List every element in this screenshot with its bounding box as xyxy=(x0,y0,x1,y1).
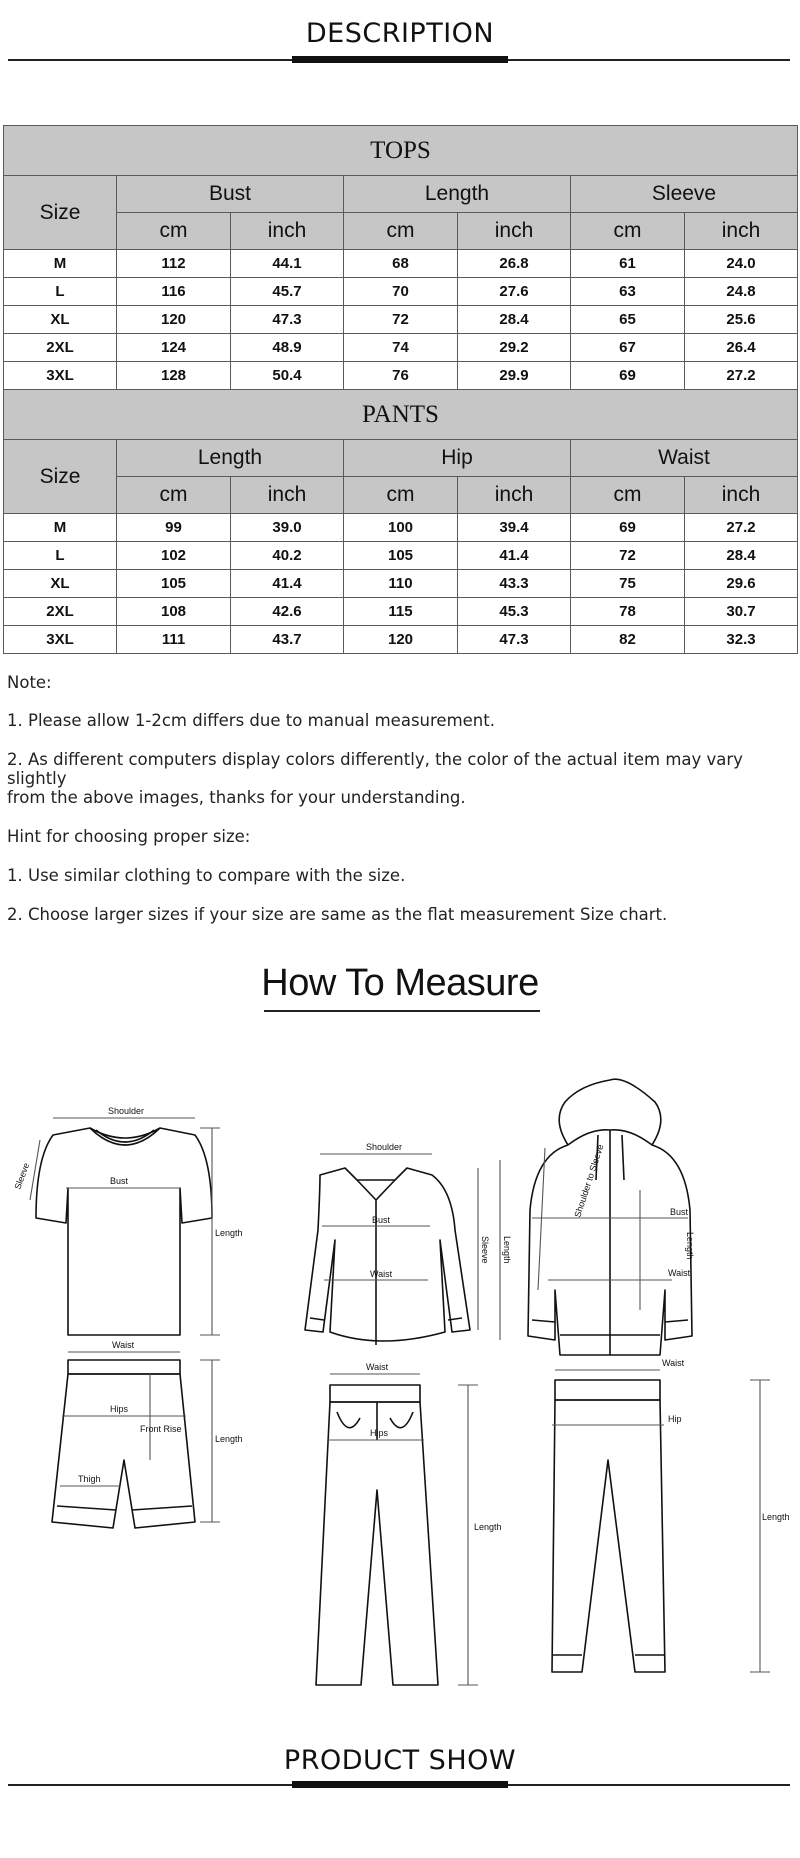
table-cell: 24.8 xyxy=(685,278,798,306)
table-row xyxy=(4,514,798,542)
table-cell: 116 xyxy=(117,278,231,306)
tshirt-bust-label: Bust xyxy=(110,1176,129,1186)
table-row xyxy=(4,626,798,654)
table-cell: 3XL xyxy=(4,362,117,390)
table-row xyxy=(4,334,798,362)
tops-unit: inch xyxy=(458,213,571,250)
table-cell: 124 xyxy=(117,334,231,362)
table-cell: 48.9 xyxy=(231,334,344,362)
hoodie-shoulder-to-sleeve-label: Shoulder to Sleeve xyxy=(572,1143,606,1219)
table-cell: 41.4 xyxy=(458,542,571,570)
note-item: 2. As different computers display colors differently, the color of the actual item may vary slightly xyxy=(7,750,743,788)
tshirt-shoulder-label: Shoulder xyxy=(108,1106,145,1116)
table-cell: 69 xyxy=(571,514,685,542)
product-show-rule-accent xyxy=(292,1781,508,1788)
pants-unit: cm xyxy=(571,477,685,514)
note-item: from the above images, thanks for your understanding. xyxy=(7,788,466,807)
table-cell: 43.7 xyxy=(231,626,344,654)
table-cell: 69 xyxy=(571,362,685,390)
pants-unit: inch xyxy=(458,477,571,514)
measurement-diagrams xyxy=(0,1040,800,1700)
table-cell: 30.7 xyxy=(685,598,798,626)
pants-size-header: Size xyxy=(4,440,117,514)
table-cell: 128 xyxy=(117,362,231,390)
shirt-waist-label: Waist xyxy=(370,1269,393,1279)
joggers-waist-label: Waist xyxy=(662,1358,685,1368)
tshirt-length-label: Length xyxy=(215,1228,243,1238)
tops-group-bust: Bust xyxy=(117,176,344,213)
table-row xyxy=(4,250,798,278)
table-cell: XL xyxy=(4,306,117,334)
pants-unit-row xyxy=(4,477,798,514)
table-cell: 110 xyxy=(344,570,458,598)
joggers-hip-label: Hip xyxy=(668,1414,682,1424)
table-cell: 27.6 xyxy=(458,278,571,306)
how-to-measure-underline xyxy=(264,1010,540,1012)
pants-hips-label: Hips xyxy=(370,1428,389,1438)
table-cell: 102 xyxy=(117,542,231,570)
hoodie-bust-label: Bust xyxy=(670,1207,689,1217)
tops-unit: inch xyxy=(685,213,798,250)
pants-waist-label: Waist xyxy=(366,1362,389,1372)
shirt-sleeve-label: Sleeve xyxy=(480,1236,490,1264)
table-cell: 44.1 xyxy=(231,250,344,278)
table-cell: 27.2 xyxy=(685,514,798,542)
tshirt-sleeve-label: Sleeve xyxy=(12,1161,32,1191)
table-cell: 2XL xyxy=(4,598,117,626)
table-cell: 78 xyxy=(571,598,685,626)
table-cell: 43.3 xyxy=(458,570,571,598)
shorts-diagram xyxy=(52,1360,195,1528)
table-cell: 100 xyxy=(344,514,458,542)
tops-unit-row xyxy=(4,213,798,250)
tops-unit: cm xyxy=(117,213,231,250)
hoodie-length-label: Length xyxy=(685,1232,695,1260)
hoodie-waist-label: Waist xyxy=(668,1268,691,1278)
table-cell: 108 xyxy=(117,598,231,626)
table-cell: 72 xyxy=(571,542,685,570)
table-cell: 76 xyxy=(344,362,458,390)
pants-group-row xyxy=(4,440,798,477)
shorts-thigh-label: Thigh xyxy=(78,1474,101,1484)
table-cell: 47.3 xyxy=(231,306,344,334)
shorts-front-rise-label: Front Rise xyxy=(140,1424,182,1434)
hint-item: 1. Use similar clothing to compare with the size. xyxy=(7,866,406,885)
tops-title-row xyxy=(4,126,798,176)
pants-group-waist: Waist xyxy=(571,440,798,477)
how-to-measure-title: How To Measure xyxy=(261,962,539,1004)
table-cell: 68 xyxy=(344,250,458,278)
table-row xyxy=(4,278,798,306)
table-cell: 3XL xyxy=(4,626,117,654)
table-cell: 26.4 xyxy=(685,334,798,362)
tops-group-length: Length xyxy=(344,176,571,213)
table-cell: 26.8 xyxy=(458,250,571,278)
table-row xyxy=(4,362,798,390)
hint-item: 2. Choose larger sizes if your size are same as the flat measurement Size chart. xyxy=(7,905,668,924)
pants-title-row xyxy=(4,390,798,440)
table-cell: 99 xyxy=(117,514,231,542)
table-cell: 120 xyxy=(344,626,458,654)
table-cell: L xyxy=(4,278,117,306)
table-cell: 29.9 xyxy=(458,362,571,390)
table-cell: L xyxy=(4,542,117,570)
table-cell: 29.2 xyxy=(458,334,571,362)
pants-group-length: Length xyxy=(117,440,344,477)
table-cell: 39.4 xyxy=(458,514,571,542)
table-cell: 40.2 xyxy=(231,542,344,570)
table-cell: 70 xyxy=(344,278,458,306)
joggers-diagram xyxy=(552,1380,665,1672)
joggers-length-label: Length xyxy=(762,1512,790,1522)
table-cell: 45.7 xyxy=(231,278,344,306)
table-cell: 45.3 xyxy=(458,598,571,626)
note-label: Note: xyxy=(7,673,52,692)
product-show-title: PRODUCT SHOW xyxy=(283,1745,517,1776)
note-item: 1. Please allow 1-2cm differs due to manual measurement. xyxy=(7,711,495,730)
pants-unit: cm xyxy=(344,477,458,514)
table-cell: 115 xyxy=(344,598,458,626)
table-cell: 105 xyxy=(117,570,231,598)
table-cell: 72 xyxy=(344,306,458,334)
shorts-waist-label: Waist xyxy=(112,1340,135,1350)
table-row xyxy=(4,570,798,598)
table-cell: 63 xyxy=(571,278,685,306)
table-cell: 42.6 xyxy=(231,598,344,626)
pants-unit: inch xyxy=(231,477,344,514)
shorts-length-label: Length xyxy=(215,1434,243,1444)
pants-length-label: Length xyxy=(474,1522,502,1532)
table-cell: 47.3 xyxy=(458,626,571,654)
pants-unit: inch xyxy=(685,477,798,514)
tops-unit: cm xyxy=(344,213,458,250)
table-cell: 67 xyxy=(571,334,685,362)
pants-group-hip: Hip xyxy=(344,440,571,477)
table-cell: 105 xyxy=(344,542,458,570)
tops-unit: cm xyxy=(571,213,685,250)
table-cell: 28.4 xyxy=(458,306,571,334)
description-rule-accent xyxy=(292,56,508,63)
description-title: DESCRIPTION xyxy=(305,18,495,49)
tops-size-header: Size xyxy=(4,176,117,250)
table-cell: 120 xyxy=(117,306,231,334)
hoodie-diagram xyxy=(528,1079,692,1355)
shirt-shoulder-label: Shoulder xyxy=(366,1142,403,1152)
table-cell: 25.6 xyxy=(685,306,798,334)
table-cell: 75 xyxy=(571,570,685,598)
table-cell: 32.3 xyxy=(685,626,798,654)
table-row xyxy=(4,542,798,570)
table-cell: 50.4 xyxy=(231,362,344,390)
table-cell: M xyxy=(4,250,117,278)
shorts-hips-label: Hips xyxy=(110,1404,129,1414)
dress-shirt-diagram xyxy=(305,1168,470,1345)
size-chart-table xyxy=(3,125,798,654)
tops-group-row xyxy=(4,176,798,213)
hint-label: Hint for choosing proper size: xyxy=(7,827,251,846)
table-cell: 112 xyxy=(117,250,231,278)
table-row xyxy=(4,598,798,626)
table-cell: 82 xyxy=(571,626,685,654)
tops-title: TOPS xyxy=(4,126,798,176)
shirt-length-label: Length xyxy=(502,1236,512,1264)
table-row xyxy=(4,306,798,334)
table-cell: 39.0 xyxy=(231,514,344,542)
shirt-bust-label: Bust xyxy=(372,1215,391,1225)
table-cell: M xyxy=(4,514,117,542)
table-cell: 2XL xyxy=(4,334,117,362)
table-cell: 41.4 xyxy=(231,570,344,598)
table-cell: 74 xyxy=(344,334,458,362)
pants-title: PANTS xyxy=(4,390,798,440)
pants-unit: cm xyxy=(117,477,231,514)
table-cell: 28.4 xyxy=(685,542,798,570)
table-cell: 27.2 xyxy=(685,362,798,390)
tops-group-sleeve: Sleeve xyxy=(571,176,798,213)
tshirt-diagram xyxy=(36,1128,212,1335)
table-cell: 61 xyxy=(571,250,685,278)
table-cell: XL xyxy=(4,570,117,598)
table-cell: 65 xyxy=(571,306,685,334)
table-cell: 111 xyxy=(117,626,231,654)
tops-unit: inch xyxy=(231,213,344,250)
table-cell: 29.6 xyxy=(685,570,798,598)
table-cell: 24.0 xyxy=(685,250,798,278)
